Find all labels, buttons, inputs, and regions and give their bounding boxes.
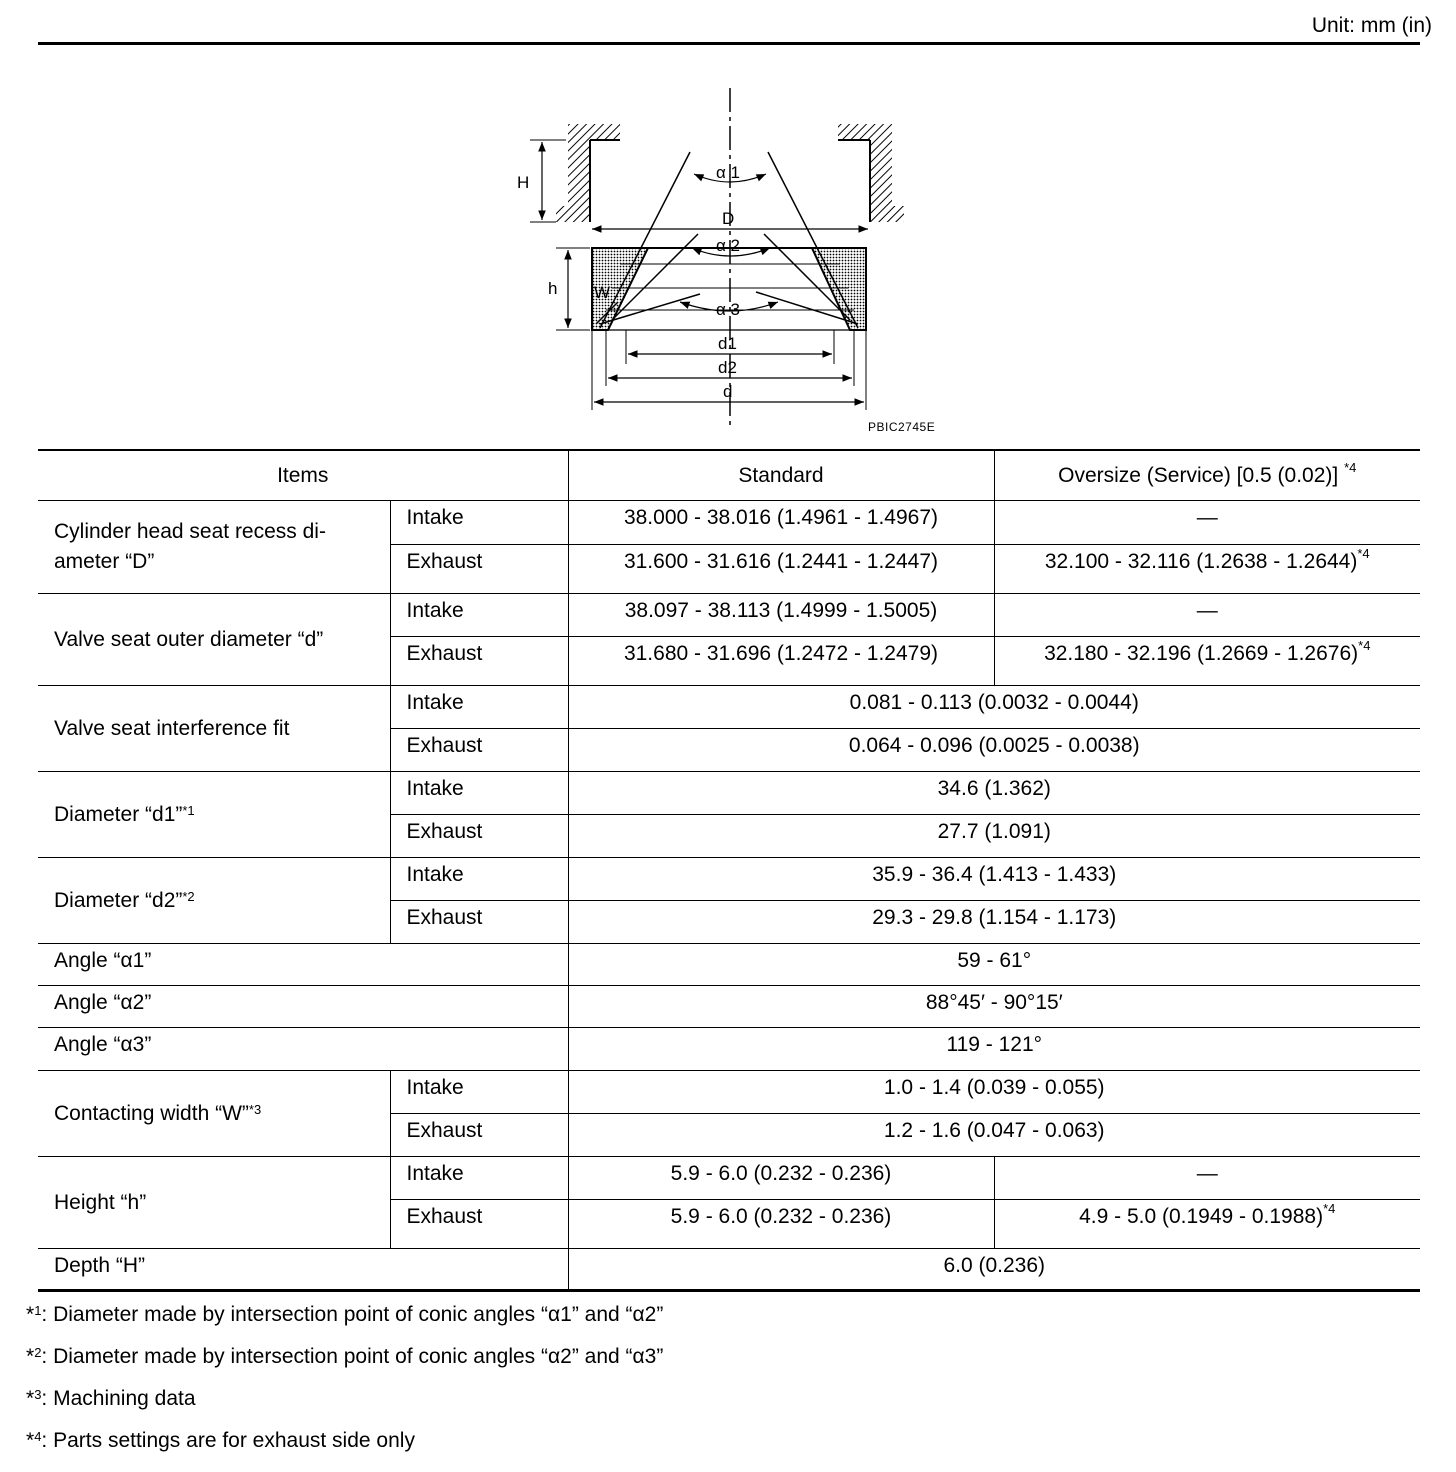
row-label-fit: Valve seat interference fit bbox=[38, 686, 390, 772]
footnote-sup: 4 bbox=[34, 1429, 42, 1444]
label-alpha1: α 1 bbox=[716, 163, 741, 182]
label-alpha2: α 2 bbox=[716, 236, 741, 255]
table-row bbox=[38, 686, 1420, 729]
value-text: 32.180 - 32.196 (1.2669 - 1.2676) bbox=[1044, 642, 1359, 665]
value-cell: 5.9 - 6.0 (0.232 - 0.236) bbox=[568, 1200, 994, 1249]
value-cell: 34.6 (1.362) bbox=[568, 772, 1420, 815]
value-cell: 88°45′ - 90°15′ bbox=[568, 986, 1420, 1028]
row-label-depth: Depth “H” bbox=[38, 1249, 568, 1291]
table-row bbox=[38, 772, 1420, 815]
sub-exhaust: Exhaust bbox=[390, 815, 568, 858]
sub-exhaust: Exhaust bbox=[390, 545, 568, 594]
value-cell: 38.097 - 38.113 (1.4999 - 1.5005) bbox=[568, 594, 994, 637]
valve-seat-spec-table bbox=[38, 449, 1420, 1292]
value-cell: 35.9 - 36.4 (1.413 - 1.433) bbox=[568, 858, 1420, 901]
row-label-text: Diameter “d2” bbox=[54, 888, 183, 912]
label-H: H bbox=[517, 173, 530, 192]
footnote-sup: 3 bbox=[34, 1387, 42, 1402]
unit-label: Unit: mm (in) bbox=[1311, 14, 1432, 37]
header-oversize bbox=[994, 450, 1420, 501]
table-row bbox=[38, 1249, 1420, 1291]
value-cell: 31.600 - 31.616 (1.2441 - 1.2447) bbox=[568, 545, 994, 594]
sub-intake: Intake bbox=[390, 772, 568, 815]
diagram-code: PBIC2745E bbox=[868, 420, 936, 434]
footnote-text: : Machining data bbox=[41, 1387, 196, 1410]
sub-intake: Intake bbox=[390, 1157, 568, 1200]
value-text: 32.100 - 32.116 (1.2638 - 1.2644) bbox=[1044, 550, 1358, 573]
sub-exhaust: Exhaust bbox=[390, 1200, 568, 1249]
sub-exhaust: Exhaust bbox=[390, 637, 568, 686]
value-cell: 31.680 - 31.696 (1.2472 - 1.2479) bbox=[568, 637, 994, 686]
value-cell: 0.064 - 0.096 (0.0025 - 0.0038) bbox=[568, 729, 1420, 772]
label-d1: d1 bbox=[718, 334, 737, 353]
table-row bbox=[38, 986, 1420, 1028]
value-text: 4.9 - 5.0 (0.1949 - 0.1988) bbox=[1079, 1205, 1324, 1228]
sub-intake: Intake bbox=[390, 858, 568, 901]
sub-intake: Intake bbox=[390, 501, 568, 545]
value-cell bbox=[994, 1200, 1420, 1249]
sub-exhaust: Exhaust bbox=[390, 1114, 568, 1157]
footnotes bbox=[26, 1298, 663, 1466]
header-oversize-sup: *4 bbox=[1344, 459, 1357, 475]
footnote bbox=[26, 1382, 663, 1424]
value-cell bbox=[994, 637, 1420, 686]
value-cell: — bbox=[994, 501, 1420, 545]
footnote-mark: * bbox=[26, 1345, 35, 1368]
label-W: W bbox=[594, 283, 611, 302]
footnote bbox=[26, 1340, 663, 1382]
valve-seat-diagram bbox=[517, 88, 960, 440]
label-d: d bbox=[723, 382, 733, 401]
value-cell bbox=[994, 545, 1420, 594]
value-cell: 27.7 (1.091) bbox=[568, 815, 1420, 858]
row-label-text: Contacting width “W” bbox=[54, 1101, 249, 1125]
top-rule bbox=[38, 42, 1420, 45]
sub-intake: Intake bbox=[390, 594, 568, 637]
sub-exhaust: Exhaust bbox=[390, 729, 568, 772]
table-header-row bbox=[38, 450, 1420, 501]
table-row bbox=[38, 944, 1420, 986]
value-sup: *4 bbox=[1357, 546, 1370, 561]
table-row bbox=[38, 594, 1420, 637]
footnote-mark: * bbox=[26, 1387, 35, 1410]
value-cell: 0.081 - 0.113 (0.0032 - 0.0044) bbox=[568, 686, 1420, 729]
value-cell: 1.2 - 1.6 (0.047 - 0.063) bbox=[568, 1114, 1420, 1157]
value-cell: 119 - 121° bbox=[568, 1028, 1420, 1071]
row-label-width bbox=[38, 1071, 390, 1157]
footnote-text: : Parts settings are for exhaust side only bbox=[41, 1429, 415, 1452]
sub-intake: Intake bbox=[390, 1071, 568, 1114]
footnote bbox=[26, 1424, 663, 1466]
footnote-sup: 1 bbox=[34, 1303, 42, 1318]
label-D: D bbox=[722, 209, 735, 228]
row-label-recess: Cylinder head seat recess di- ameter “D” bbox=[38, 501, 390, 594]
value-sup: *4 bbox=[1358, 638, 1371, 653]
sub-exhaust: Exhaust bbox=[390, 901, 568, 944]
value-cell: 59 - 61° bbox=[568, 944, 1420, 986]
row-label-a3: Angle “α3” bbox=[38, 1028, 568, 1071]
header-oversize-text: Oversize (Service) [0.5 (0.02)] bbox=[1058, 463, 1339, 487]
row-label-sup: *1 bbox=[182, 802, 195, 818]
label-d2: d2 bbox=[718, 358, 737, 377]
value-cell: 38.000 - 38.016 (1.4961 - 1.4967) bbox=[568, 501, 994, 545]
footnote-text: : Diameter made by intersection point of conic angles “α1” and “α2” bbox=[41, 1303, 664, 1326]
row-label-height: Height “h” bbox=[38, 1157, 390, 1249]
row-label-outer: Valve seat outer diameter “d” bbox=[38, 594, 390, 686]
value-cell: 5.9 - 6.0 (0.232 - 0.236) bbox=[568, 1157, 994, 1200]
row-label-text: Diameter “d1” bbox=[54, 802, 183, 826]
value-cell: — bbox=[994, 1157, 1420, 1200]
value-cell: — bbox=[994, 594, 1420, 637]
value-cell: 1.0 - 1.4 (0.039 - 0.055) bbox=[568, 1071, 1420, 1114]
row-label-d1 bbox=[38, 772, 390, 858]
row-label-d2 bbox=[38, 858, 390, 944]
table-row bbox=[38, 501, 1420, 545]
value-sup: *4 bbox=[1323, 1201, 1336, 1216]
table-row bbox=[38, 1028, 1420, 1071]
footnote-mark: * bbox=[26, 1429, 35, 1452]
footnote bbox=[26, 1298, 663, 1340]
footnote-sup: 2 bbox=[34, 1345, 42, 1360]
footnote-mark: * bbox=[26, 1303, 35, 1326]
label-alpha3: α 3 bbox=[716, 300, 741, 319]
table-row bbox=[38, 858, 1420, 901]
row-label-a2: Angle “α2” bbox=[38, 986, 568, 1028]
value-cell: 6.0 (0.236) bbox=[568, 1249, 1420, 1291]
sub-intake: Intake bbox=[390, 686, 568, 729]
row-label-sup: *2 bbox=[182, 888, 195, 904]
table-row bbox=[38, 1071, 1420, 1114]
label-h: h bbox=[548, 279, 558, 298]
row-label-sup: *3 bbox=[248, 1101, 262, 1117]
table-row bbox=[38, 1157, 1420, 1200]
row-label-a1: Angle “α1” bbox=[38, 944, 568, 986]
footnote-text: : Diameter made by intersection point of conic angles “α2” and “α3” bbox=[41, 1345, 664, 1368]
header-items: Items bbox=[38, 450, 568, 501]
value-cell: 29.3 - 29.8 (1.154 - 1.173) bbox=[568, 901, 1420, 944]
header-standard: Standard bbox=[568, 450, 994, 501]
